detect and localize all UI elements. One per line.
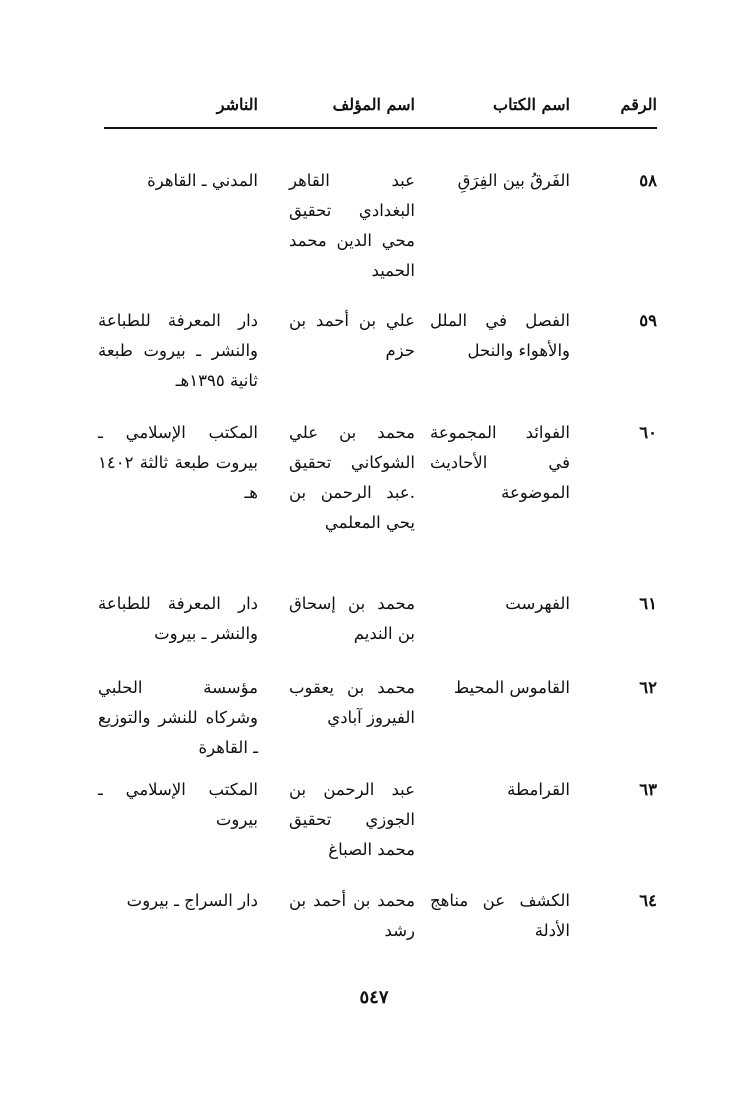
- row-number: ٦٣: [639, 780, 657, 799]
- row-author: محمد بن أحمد بن رشد: [289, 891, 415, 940]
- row-book-title: القرامطة: [507, 780, 570, 799]
- row-book-title: القاموس المحيط: [453, 678, 570, 697]
- row-book-title: الفوائد المجموعة في الأحاديث الموضوعة: [430, 423, 570, 502]
- header-book: اسم الكتاب: [493, 95, 570, 114]
- row-author: محمد بن يعقوب الفيروز آبادي: [289, 678, 415, 727]
- row-book-title: الفَرقُ بين الفِرَقِ: [457, 171, 570, 190]
- row-publisher: دار المعرفة للطباعة والنشر ـ بيروت طبعة ثانية ١٣٩٥هـ: [98, 311, 258, 390]
- row-number: ٥٩: [639, 311, 657, 330]
- row-number: ٦١: [639, 594, 657, 613]
- row-number: ٦٠: [639, 423, 657, 442]
- row-book-title: الكشف عن مناهج الأدلة: [430, 891, 570, 940]
- header-author: اسم المؤلف: [332, 95, 415, 114]
- row-author: محمد بن إسحاق بن النديم: [289, 594, 415, 643]
- row-author: عبد الرحمن بن الجوزي تحقيق محمد الصباغ: [289, 780, 415, 859]
- row-number: ٦٢: [639, 678, 657, 697]
- row-publisher: المكتب الإسلامي ـ بيروت طبعة ثالثة ١٤٠٢ هـ: [98, 423, 258, 502]
- header-rule: [104, 127, 657, 129]
- row-publisher: دار المعرفة للطباعة والنشر ـ بيروت: [98, 594, 258, 643]
- page-number: ٥٤٧: [359, 987, 389, 1008]
- row-publisher: المكتب الإسلامي ـ بيروت: [98, 780, 258, 829]
- row-author: علي بن أحمد بن حزم: [289, 311, 415, 360]
- row-number: ٦٤: [639, 891, 657, 910]
- row-number: ٥٨: [639, 171, 657, 190]
- header-number: الرقم: [620, 95, 657, 114]
- row-publisher: مؤسسة الحلبي وشركاه للنشر والتوزيع ـ القاهرة: [98, 678, 258, 757]
- row-publisher: المدني ـ القاهرة: [147, 171, 258, 190]
- row-book-title: الفصل في الملل والأهواء والنحل: [430, 311, 570, 360]
- row-author: محمد بن علي الشوكاني تحقيق .عبد الرحمن بن يحي المعلمي: [289, 423, 415, 532]
- row-publisher: دار السراج ـ بيروت: [126, 891, 258, 910]
- row-book-title: الفهرست: [505, 594, 570, 613]
- row-author: عبد القاهر البغدادي تحقيق محي الدين محمد الحميد: [289, 171, 415, 280]
- header-publisher: الناشر: [216, 95, 258, 114]
